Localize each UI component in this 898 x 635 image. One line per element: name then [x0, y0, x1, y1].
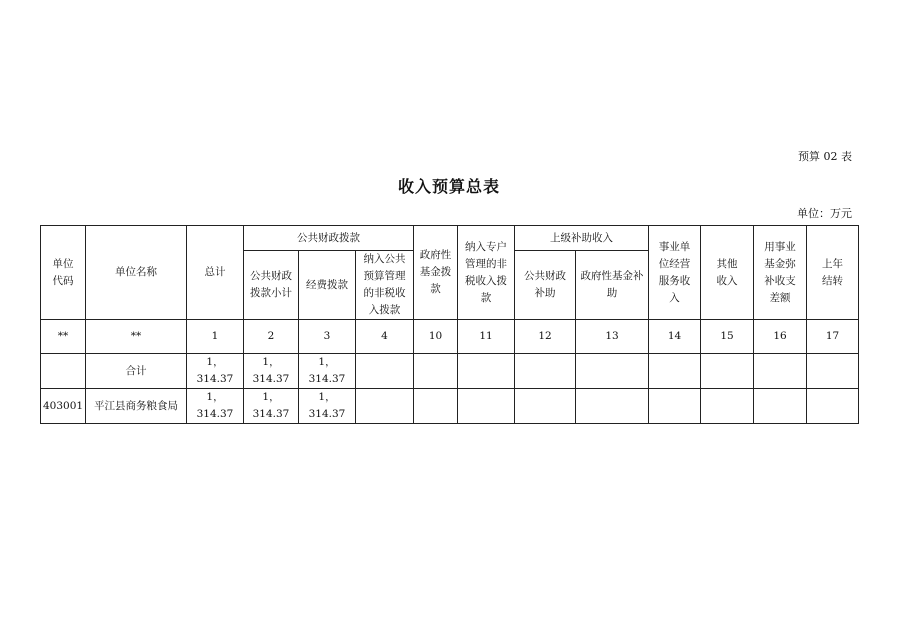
unit-label: 单位：万元 [797, 207, 852, 220]
header-cell [458, 226, 515, 320]
header-total: 总计 [187, 226, 244, 320]
cell-expense: 1，314.37 [299, 354, 356, 389]
header-cell [515, 251, 576, 320]
header-cell [244, 251, 299, 320]
index-row [41, 320, 859, 354]
header-expense-allocation: 经费拨款 [299, 251, 356, 320]
header-public-finance-group: 公共财政拨款 [244, 226, 414, 251]
cell-expense: 1，314.37 [299, 389, 356, 424]
header-public-budget-nontax: 纳入公共预算管理的非税收入拨款 [363, 253, 406, 316]
empty-cell [576, 354, 649, 389]
header-gov-fund: 政府性基金拨款 [419, 249, 452, 295]
header-cell [414, 226, 458, 320]
form-number: 预算 02 表 [798, 150, 852, 163]
empty-cell [701, 389, 754, 424]
header-cell [356, 251, 414, 320]
index-cell: 11 [458, 320, 515, 354]
cell-total: 1，314.37 [187, 389, 244, 424]
header-unit-code: 单位代码 [52, 257, 74, 287]
empty-cell [807, 389, 859, 424]
header-row-1 [41, 226, 859, 251]
empty-cell [414, 389, 458, 424]
income-budget-table [40, 225, 859, 424]
header-unit-name: 单位名称 [86, 226, 187, 320]
empty-cell [649, 389, 701, 424]
index-cell: 15 [701, 320, 754, 354]
index-cell: ** [86, 320, 187, 354]
empty-cell [356, 354, 414, 389]
cell-total: 1，314.37 [187, 354, 244, 389]
index-cell: 3 [299, 320, 356, 354]
page-title: 收入预算总表 [397, 177, 500, 196]
header-last-year-carryover: 上年结转 [822, 257, 844, 287]
table-row-total [41, 354, 859, 389]
header-public-finance-subtotal: 公共财政拨款小计 [250, 270, 292, 299]
header-business-service: 事业单位经营服务收入 [658, 240, 691, 304]
index-cell: 10 [414, 320, 458, 354]
index-cell: 1 [187, 320, 244, 354]
header-public-finance-subsidy: 公共财政补助 [524, 270, 567, 299]
header-cell [807, 226, 859, 320]
empty-cell [701, 354, 754, 389]
index-cell: 14 [649, 320, 701, 354]
cell-subtotal: 1，314.37 [244, 354, 299, 389]
index-cell: ** [41, 320, 86, 354]
cell-subtotal: 1，314.37 [244, 389, 299, 424]
index-cell: 17 [807, 320, 859, 354]
empty-cell [515, 389, 576, 424]
empty-cell [515, 354, 576, 389]
empty-cell [414, 354, 458, 389]
header-cell [649, 226, 701, 320]
header-cell [701, 226, 754, 320]
empty-cell [356, 389, 414, 424]
header-cell [41, 226, 86, 320]
empty-cell [649, 354, 701, 389]
cell-name: 合计 [86, 354, 187, 389]
empty-cell [576, 389, 649, 424]
index-cell: 16 [754, 320, 807, 354]
header-other-income: 其他收入 [716, 257, 738, 287]
empty-cell [754, 354, 807, 389]
header-special-nontax: 纳入专户管理的非税收入拨款 [465, 240, 508, 304]
header-gov-fund-subsidy: 政府性基金补助 [580, 270, 644, 299]
cell-code [41, 354, 86, 389]
empty-cell [458, 354, 515, 389]
index-cell: 2 [244, 320, 299, 354]
empty-cell [458, 389, 515, 424]
header-reserve-fund: 用事业基金弥补收支差额 [764, 240, 796, 304]
index-cell: 4 [356, 320, 414, 354]
cell-code: 403001 [41, 389, 86, 424]
header-cell [754, 226, 807, 320]
empty-cell [754, 389, 807, 424]
header-superior-subsidy-group: 上级补助收入 [515, 226, 649, 251]
empty-cell [807, 354, 859, 389]
cell-name: 平江县商务粮食局 [86, 389, 187, 424]
index-cell: 12 [515, 320, 576, 354]
index-cell: 13 [576, 320, 649, 354]
header-cell [576, 251, 649, 320]
table-row-unit [41, 389, 859, 424]
